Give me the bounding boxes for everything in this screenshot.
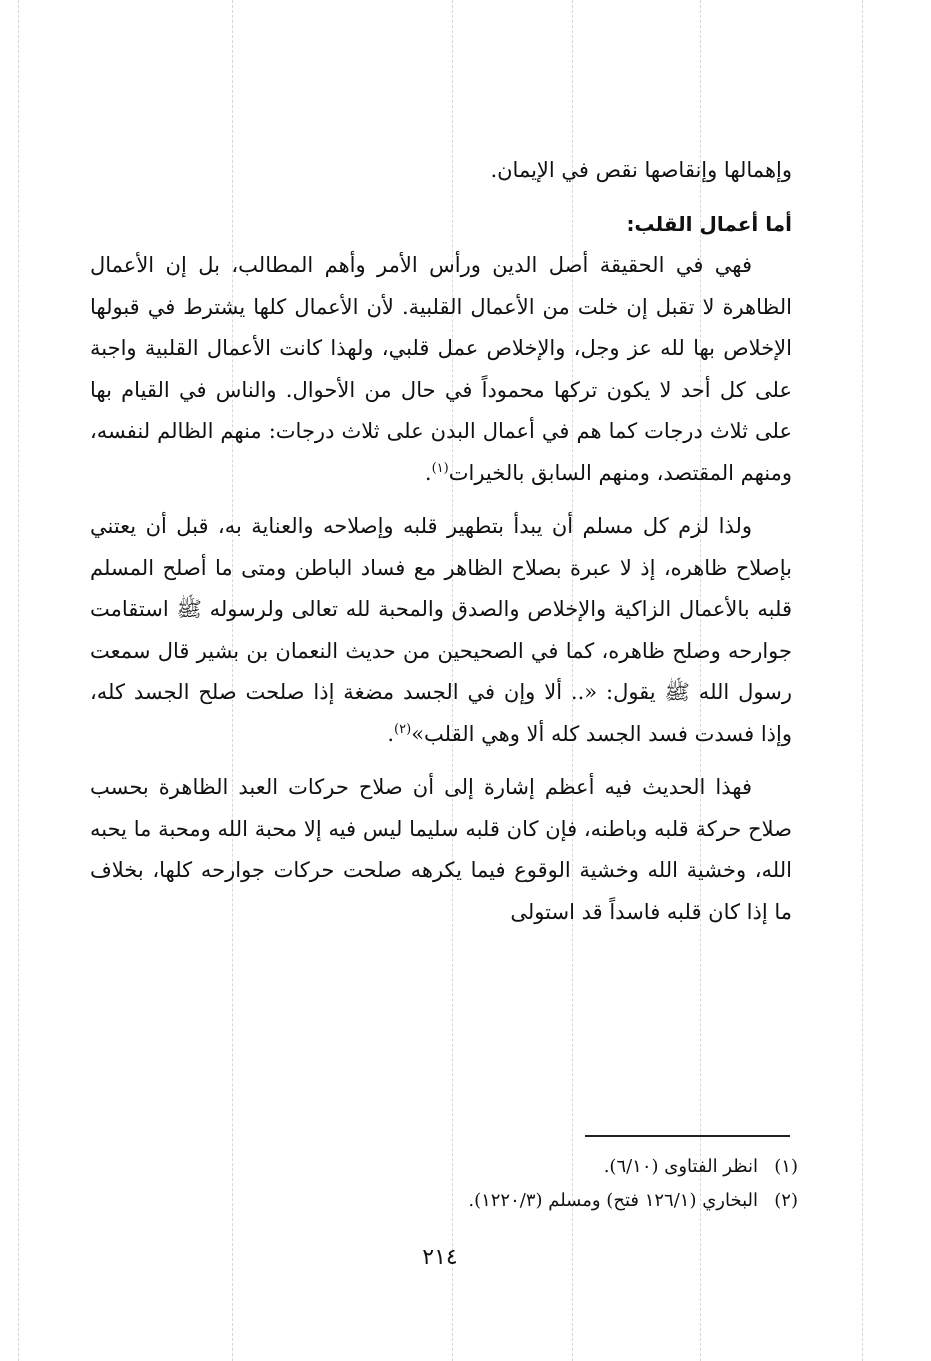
footnote-ref-2: (٢) xyxy=(394,721,412,737)
scan-guide-line xyxy=(18,0,19,1361)
footnote-separator xyxy=(585,1135,790,1137)
body-text xyxy=(90,150,792,933)
footnote-number: (٢) xyxy=(774,1190,798,1211)
paragraph-2-text: ولذا لزم كل مسلم أن يبدأ بتطهير قلبه وإصلاحه والعناية به، قبل أن يعتني بإصلاح ظاهره، إذ لا عبرة بصلاح الظاهر مع فساد الباطن ومتى ما أصلح المسلم قلبه بالأعمال الزاكية والإخلاص والصدق والمحبة لله تعالى ولرسوله ﷺ استقامت جوارحه وصلح ظاهره، كما في الصحيحين من حديث النعمان بن بشير قال سمعت رسول الله ﷺ يقول: «.. ألا وإن في الجسد مضغة إذا صلحت صلح الجسد كله، وإذا فسدت فسد الجسد كله ألا وهي القلب» xyxy=(90,514,792,746)
paragraph-1: فهي في الحقيقة أصل الدين ورأس الأمر وأهم المطالب، بل إن الأعمال الظاهرة لا تقبل إن خلت من الأعمال القلبية. لأن الأعمال كلها يشترط في قبولها الإخلاص بها لله عز وجل، والإخلاص عمل قلبي، ولهذا كانت الأعمال القلبية واجبة على كل أحد لا يكون تركها محموداً في حال من الأحوال. والناس في القيام بها على ثلاث درجات كما هم في أعمال البدن على ثلاث درجات: منهم الظالم لنفسه، ومنهم المقتصد، ومنهم السابق بالخيرات$^{(١)}$. xyxy=(90,253,792,485)
paragraph-2: ولذا لزم كل مسلم أن يبدأ بتطهير قلبه وإصلاحه والعناية به، قبل أن يعتني بإصلاح ظاهره، إذ لا عبرة بصلاح الظاهر مع فساد الباطن ومتى ما أصلح المسلم قلبه بالأعمال الزاكية والإخلاص والصدق والمحبة لله تعالى ولرسوله ﷺ استقامت جوارحه وصلح ظاهره، كما في الصحيحين من حديث النعمان بن بشير قال سمعت رسول الله ﷺ يقول: «.. ألا وإن في الجسد مضغة إذا صلحت صلح الجسد كله، وإذا فسدت فسد الجسد كله ألا وهي القلب»$^{(٢)}$. xyxy=(90,514,792,746)
paragraph-3: فهذا الحديث فيه أعظم إشارة إلى أن صلاح حركات العبد الظاهرة بحسب صلاح حركة قلبه وباطنه، فإن كان قلبه سليما ليس فيه إلا محبة الله ومحبة ما يحبه الله، وخشية الله وخشية الوقوع فيما يكرهه صلحت حركات جوارحه كلها، بخلاف ما إذا كان قلبه فاسداً قد استولى xyxy=(90,775,792,924)
footnote-item xyxy=(300,1150,798,1184)
continuation-line: وإهمالها وإنقاصها نقص في الإيمان. xyxy=(490,158,792,182)
footnote-text: البخاري (١٢٦/١ فتح) ومسلم (١٢٢٠/٣). xyxy=(468,1190,758,1211)
footnotes xyxy=(300,1150,798,1218)
paragraph-1-text: فهي في الحقيقة أصل الدين ورأس الأمر وأهم المطالب، بل إن الأعمال الظاهرة لا تقبل إن خلت من الأعمال القلبية. لأن الأعمال كلها يشترط في قبولها الإخلاص بها لله عز وجل، والإخلاص عمل قلبي، ولهذا كانت الأعمال القلبية واجبة على كل أحد لا يكون تركها محموداً في حال من الأحوال. والناس في القيام بها على ثلاث درجات كما هم في أعمال البدن على ثلاث درجات: منهم الظالم لنفسه، ومنهم المقتصد، ومنهم السابق بالخيرات xyxy=(90,253,792,485)
page-number: ٢١٤ xyxy=(422,1245,458,1270)
scan-guide-line xyxy=(862,0,863,1361)
footnote-item xyxy=(300,1184,798,1218)
footnote-text: انظر الفتاوى (٦/١٠). xyxy=(603,1156,758,1177)
section-heading: أما أعمال القلب: xyxy=(626,211,792,236)
footnote-ref-1: (١) xyxy=(431,460,449,476)
footnote-number: (١) xyxy=(774,1156,798,1177)
